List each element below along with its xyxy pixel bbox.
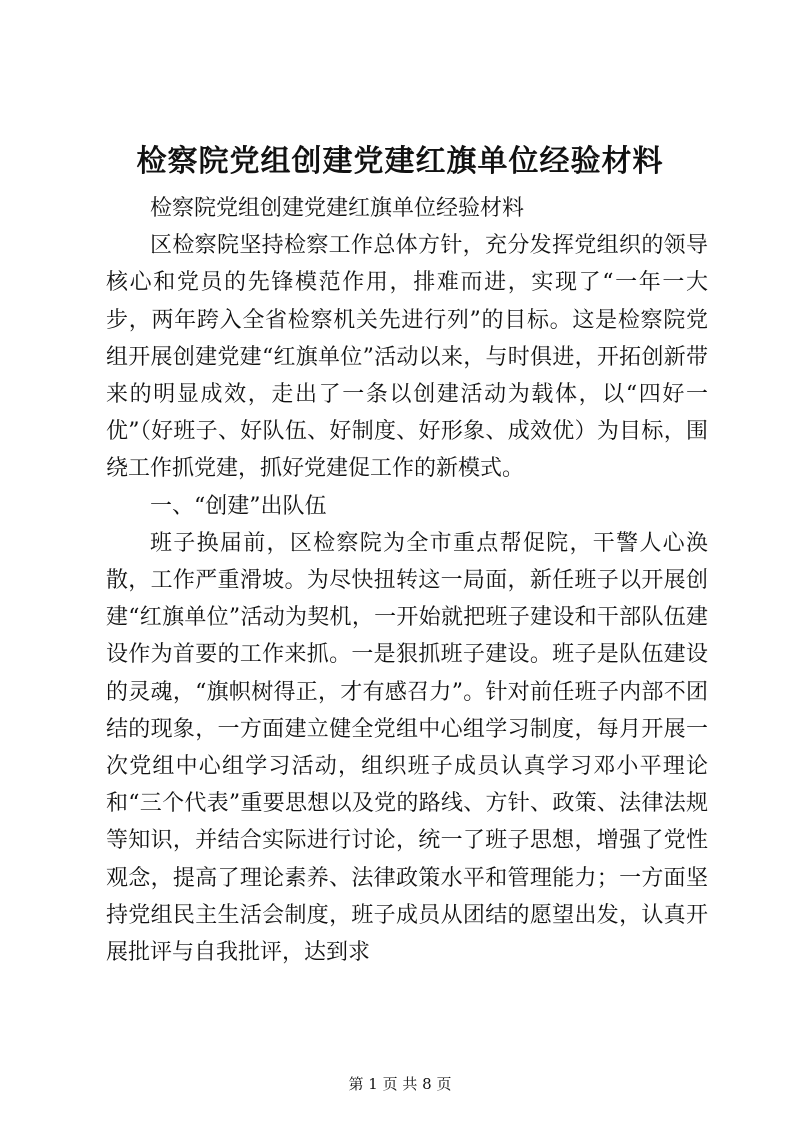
page-footer: 第 1 页 共 8 页 <box>348 1075 452 1093</box>
subtitle-paragraph: 检察院党组创建党建红旗单位经验材料 <box>150 196 525 221</box>
section-heading: 一、“创建”出队伍 <box>150 493 327 519</box>
document-body <box>106 190 708 971</box>
paragraph-section-one: 班子换届前，区检察院为全市重点帮促院，干警人心涣散，工作严重滑坡。为尽快扭转这一局面，新任班子以开展创建“红旗单位”活动为契机，一开始就把班子建设和干部队伍建设作为首要的工作来抓。一是狠抓班子建设。班子是队伍建设的灵魂，“旗帜树得正，才有感召力”。针对前任班子内部不团结的现象，一方面建立健全党组中心组学习制度，每月开展一次党组中心组学习活动，组织班子成员认真学习邓小平理论和“三个代表”重要思想以及党的路线、方针、政策、法律法规等知识，并结合实际进行讨论，统一了班子思想，增强了党性观念，提高了理论素养、法律政策水平和管理能力；一方面坚持党组民主生活会制度，班子成员从团结的愿望出发，认真开展批评与自我批评，达到求 <box>106 530 708 966</box>
paragraph-intro: 区检察院坚持检察工作总体方针，充分发挥党组织的领导核心和党员的先锋模范作用，排难而进，实现了“一年一大步，两年跨入全省检察机关先进行列”的目标。这是检察院党组开展创建党建“红旗单位”活动以来，与时俱进，开拓创新带来的明显成效，走出了一条以创建活动为载体，以“四好一优”（好班子、好队伍、好制度、好形象、成效优）为目标，围绕工作抓党建，抓好党建促工作的新模式。 <box>106 233 708 482</box>
document-title: 检察院党组创建党建红旗单位经验材料 <box>136 144 664 179</box>
